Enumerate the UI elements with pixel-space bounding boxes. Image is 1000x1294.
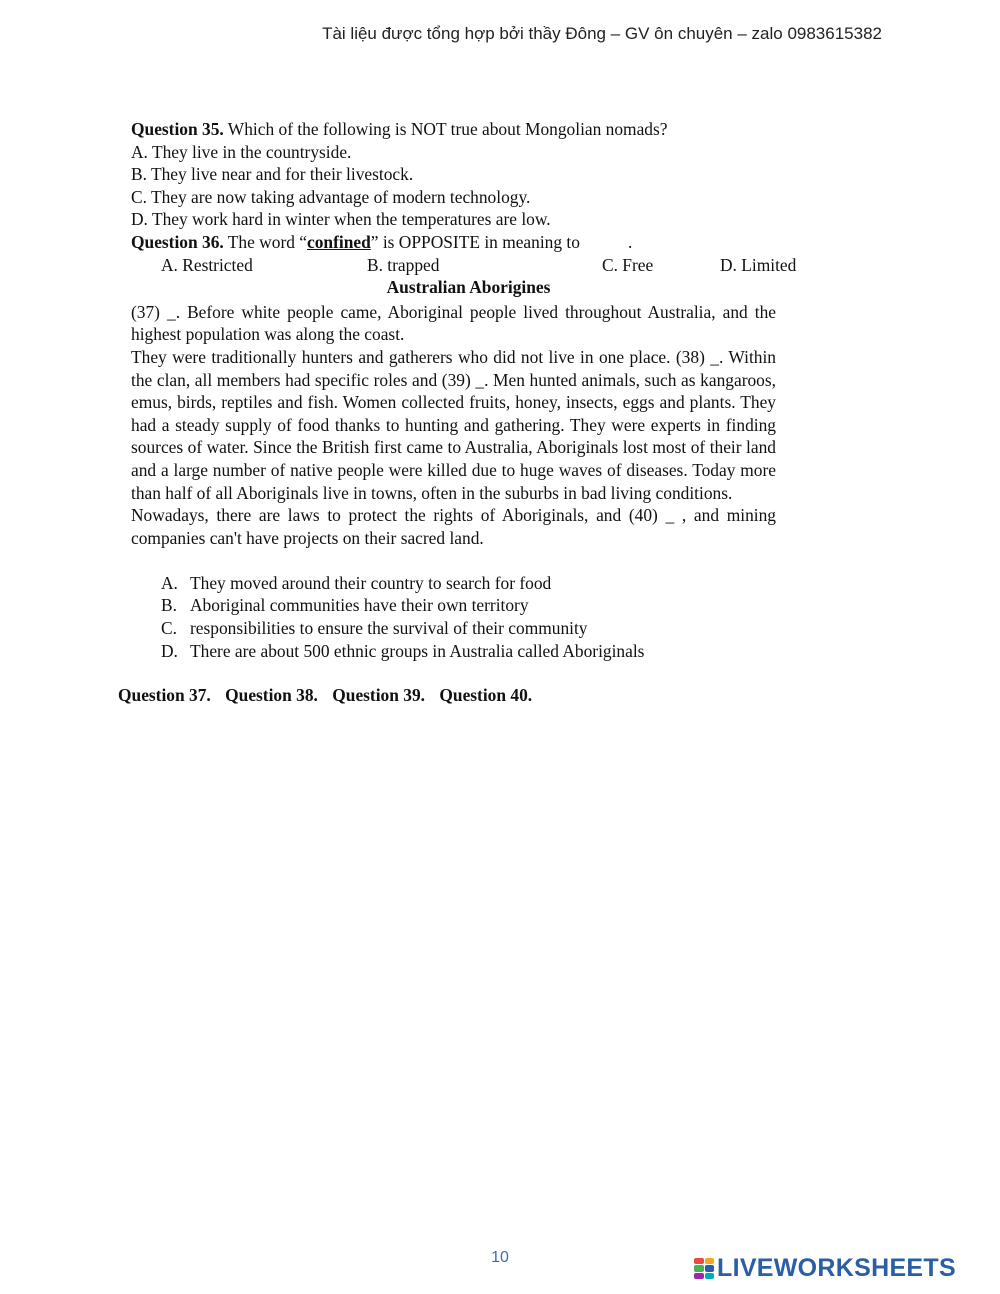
- passage-title: Australian Aborigines: [386, 277, 551, 298]
- question-36-stem-end: ” is OPPOSITE in meaning to: [370, 231, 580, 252]
- answer-option-c: [131, 617, 806, 640]
- question-40-label[interactable]: Question 40.: [439, 685, 533, 705]
- question-labels-row: [118, 685, 542, 706]
- liveworksheets-logo-icon: [694, 1258, 714, 1280]
- question-35-label: Question 35.: [131, 119, 224, 139]
- answer-text: Aboriginal communities have their own territory: [190, 595, 529, 616]
- answer-letter: A.: [161, 572, 178, 593]
- answer-option-d: [131, 640, 806, 663]
- question-35-stem: Which of the following is NOT true about Mongolian nomads?: [223, 119, 668, 139]
- q35-option-d: D. They work hard in winter when the temperatures are low.: [131, 209, 551, 230]
- answer-option-b: [131, 594, 806, 617]
- answer-option-a: [131, 572, 806, 595]
- question-36-period: .: [627, 231, 633, 252]
- answer-text: responsibilities to ensure the survival of their community: [190, 618, 588, 639]
- q36-option-b: B. trapped: [367, 254, 440, 275]
- worksheet-content: [131, 118, 806, 662]
- question-36-keyword: confined: [307, 231, 371, 252]
- question-38-label[interactable]: Question 38.: [225, 685, 318, 705]
- question-37-label[interactable]: Question 37.: [118, 685, 211, 705]
- liveworksheets-brand: [694, 1254, 956, 1283]
- q36-options: [131, 254, 806, 277]
- brand-name: LIVEWORKSHEETS: [717, 1254, 956, 1282]
- question-36-stem-start: The word “: [223, 231, 307, 252]
- question-39-label[interactable]: Question 39.: [332, 685, 426, 705]
- q36-option-c: C. Free: [602, 254, 654, 275]
- answer-letter: C.: [161, 618, 177, 639]
- answer-options: [131, 572, 806, 662]
- q35-option-c: C. They are now taking advantage of modern technology.: [131, 186, 531, 207]
- q36-option-d: D. Limited: [720, 254, 797, 275]
- answer-letter: D.: [161, 640, 178, 661]
- page-header: Tài liệu được tổng hợp bởi thầy Đông – GV ôn chuyên – zalo 0983615382: [322, 24, 882, 43]
- answer-text: They moved around their country to search for food: [190, 572, 552, 593]
- passage-paragraph-1: (37) _. Before white people came, Aboriginal people lived throughout Australia, and the highest population was along the coast.: [131, 301, 776, 345]
- question-36: [131, 231, 806, 254]
- answer-letter: B.: [161, 595, 177, 616]
- q35-option-a: A. They live in the countryside.: [131, 141, 352, 162]
- passage-paragraph-3: Nowadays, there are laws to protect the rights of Aboriginals, and (40) _ , and mining companies can't have projects on their sacred land.: [131, 505, 776, 548]
- passage: [131, 301, 776, 550]
- question-35: [131, 118, 806, 141]
- question-36-label: Question 36.: [131, 231, 224, 252]
- q36-option-a: A. Restricted: [161, 254, 253, 275]
- page-number: 10: [491, 1249, 509, 1266]
- q35-option-b: B. They live near and for their livestock.: [131, 164, 414, 185]
- answer-text: There are about 500 ethnic groups in Australia called Aboriginals: [190, 640, 645, 661]
- passage-paragraph-2: They were traditionally hunters and gatherers who did not live in one place. (38) _. Within the clan, all members had specific roles and (39) _. Men hunted animals, such as kangaroos, emus, birds, reptiles and fish. Women collected fruits, honey, insects, eggs and plants. They had a steady supply of food thanks to hunting and gathering. They were experts in finding sources of water. Since the British first came to Australia, Aboriginals lost most of their land and a large number of native people were killed due to huge waves of diseases. Today more than half of all Aboriginals live in towns, often in the suburbs in bad living conditions.: [131, 346, 776, 503]
